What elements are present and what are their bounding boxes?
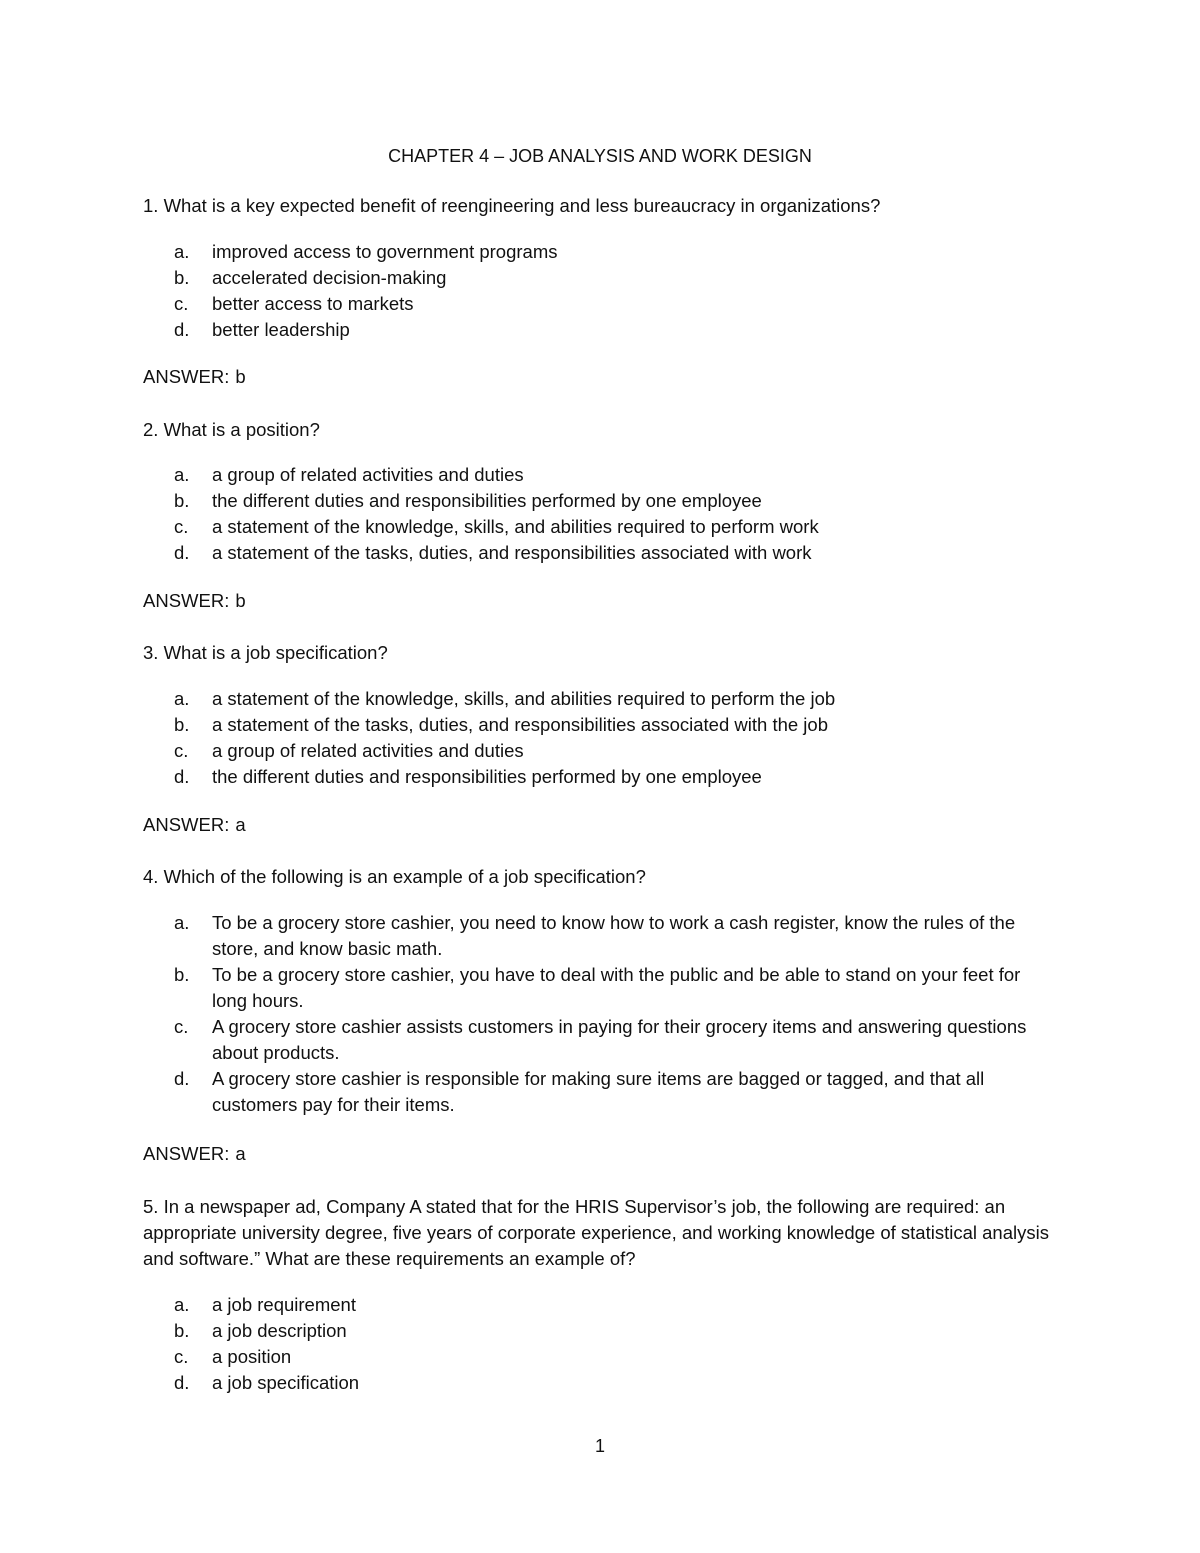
option-letter: b. [174, 1320, 190, 1341]
option-text: accelerated decision-making [212, 267, 447, 288]
option-letter: c. [174, 293, 189, 314]
options-list-5 [174, 1292, 1054, 1396]
answer-2 [143, 588, 246, 614]
option-text: a statement of the tasks, duties, and responsibilities associated with the job [212, 714, 828, 735]
option [174, 317, 1054, 343]
answer-value: a [235, 1143, 246, 1164]
chapter-title: CHAPTER 4 – JOB ANALYSIS AND WORK DESIGN [388, 146, 812, 166]
option-letter: c. [174, 1016, 189, 1037]
option-text: To be a grocery store cashier, you need to know how to work a cash register, know the rules of the store, and know basic math. [212, 912, 1016, 959]
question-text: What is a key expected benefit of reengineering and less bureaucracy in organizations? [163, 195, 881, 216]
option-text: a job specification [212, 1372, 360, 1393]
option-letter: b. [174, 714, 190, 735]
option-letter: c. [174, 1346, 189, 1367]
option-letter: d. [174, 1372, 190, 1393]
option [174, 540, 1054, 566]
option [174, 962, 1054, 1014]
option [174, 1318, 1054, 1344]
answer-label: ANSWER: [143, 366, 230, 387]
option-text: a statement of the tasks, duties, and responsibilities associated with work [212, 542, 812, 563]
option-text: a statement of the knowledge, skills, and abilities required to perform work [212, 516, 819, 537]
option-text: the different duties and responsibilities performed by one employee [212, 490, 762, 511]
option [174, 1014, 1054, 1066]
option-letter: a. [174, 241, 190, 262]
option [174, 910, 1054, 962]
answer-label: ANSWER: [143, 1143, 230, 1164]
answer-4 [143, 1141, 246, 1167]
question-2 [143, 417, 1063, 443]
question-text: What is a position? [163, 419, 320, 440]
option-text: To be a grocery store cashier, you have to deal with the public and be able to stand on your feet for long hours. [212, 964, 1021, 1011]
option-text: a group of related activities and duties [212, 740, 524, 761]
option-letter: a. [174, 912, 190, 933]
option [174, 764, 1054, 790]
option-letter: c. [174, 516, 189, 537]
question-text: What is a job specification? [163, 642, 388, 663]
question-4 [143, 864, 1063, 890]
answer-value: b [235, 590, 246, 611]
option-text: a job requirement [212, 1294, 356, 1315]
question-number: 4. [143, 866, 159, 887]
answer-3 [143, 812, 246, 838]
question-text: In a newspaper ad, Company A stated that for the HRIS Supervisor’s job, the following are required: an appropriate university degree, five years of corporate experience, and working knowledge of statistical analysis and software.” What are these requirements an example of? [143, 1196, 1049, 1269]
page-number: 1 [594, 1436, 605, 1456]
option-letter: a. [174, 1294, 190, 1315]
option [174, 1344, 1054, 1370]
question-3 [143, 640, 1063, 666]
option [174, 488, 1054, 514]
question-number: 1. [143, 195, 159, 216]
option-letter: d. [174, 1068, 190, 1089]
options-list-1 [174, 239, 1054, 343]
answer-value: a [235, 814, 246, 835]
option-text: better access to markets [212, 293, 414, 314]
question-text: Which of the following is an example of a job specification? [163, 866, 646, 887]
option [174, 1066, 1054, 1118]
option [174, 686, 1054, 712]
option-letter: d. [174, 766, 190, 787]
option [174, 514, 1054, 540]
answer-value: b [235, 366, 246, 387]
option-text: A grocery store cashier assists customers in paying for their grocery items and answering questions about products. [212, 1016, 1027, 1063]
option-letter: a. [174, 464, 190, 485]
option [174, 265, 1054, 291]
option [174, 239, 1054, 265]
option-text: improved access to government programs [212, 241, 558, 262]
option-letter: b. [174, 490, 190, 511]
option [174, 291, 1054, 317]
option-text: a statement of the knowledge, skills, and abilities required to perform the job [212, 688, 836, 709]
option-text: a position [212, 1346, 292, 1367]
options-list-3 [174, 686, 1054, 790]
option-letter: b. [174, 267, 190, 288]
option-letter: a. [174, 688, 190, 709]
question-1 [143, 193, 1063, 219]
option-text: A grocery store cashier is responsible for making sure items are bagged or tagged, and that all customers pay for their items. [212, 1068, 985, 1115]
option-text: better leadership [212, 319, 350, 340]
option-letter: d. [174, 319, 190, 340]
options-list-4 [174, 910, 1054, 1118]
option-text: a job description [212, 1320, 347, 1341]
option-letter: c. [174, 740, 189, 761]
question-number: 3. [143, 642, 159, 663]
option-text: a group of related activities and duties [212, 464, 524, 485]
option-letter: d. [174, 542, 190, 563]
option-letter: b. [174, 964, 190, 985]
answer-1 [143, 364, 246, 390]
answer-label: ANSWER: [143, 590, 230, 611]
question-number: 2. [143, 419, 159, 440]
option [174, 738, 1054, 764]
option [174, 1292, 1054, 1318]
question-5 [143, 1194, 1063, 1272]
option [174, 462, 1054, 488]
question-number: 5. [143, 1196, 159, 1217]
option [174, 1370, 1054, 1396]
answer-label: ANSWER: [143, 814, 230, 835]
options-list-2 [174, 462, 1054, 566]
option-text: the different duties and responsibilities performed by one employee [212, 766, 762, 787]
option [174, 712, 1054, 738]
